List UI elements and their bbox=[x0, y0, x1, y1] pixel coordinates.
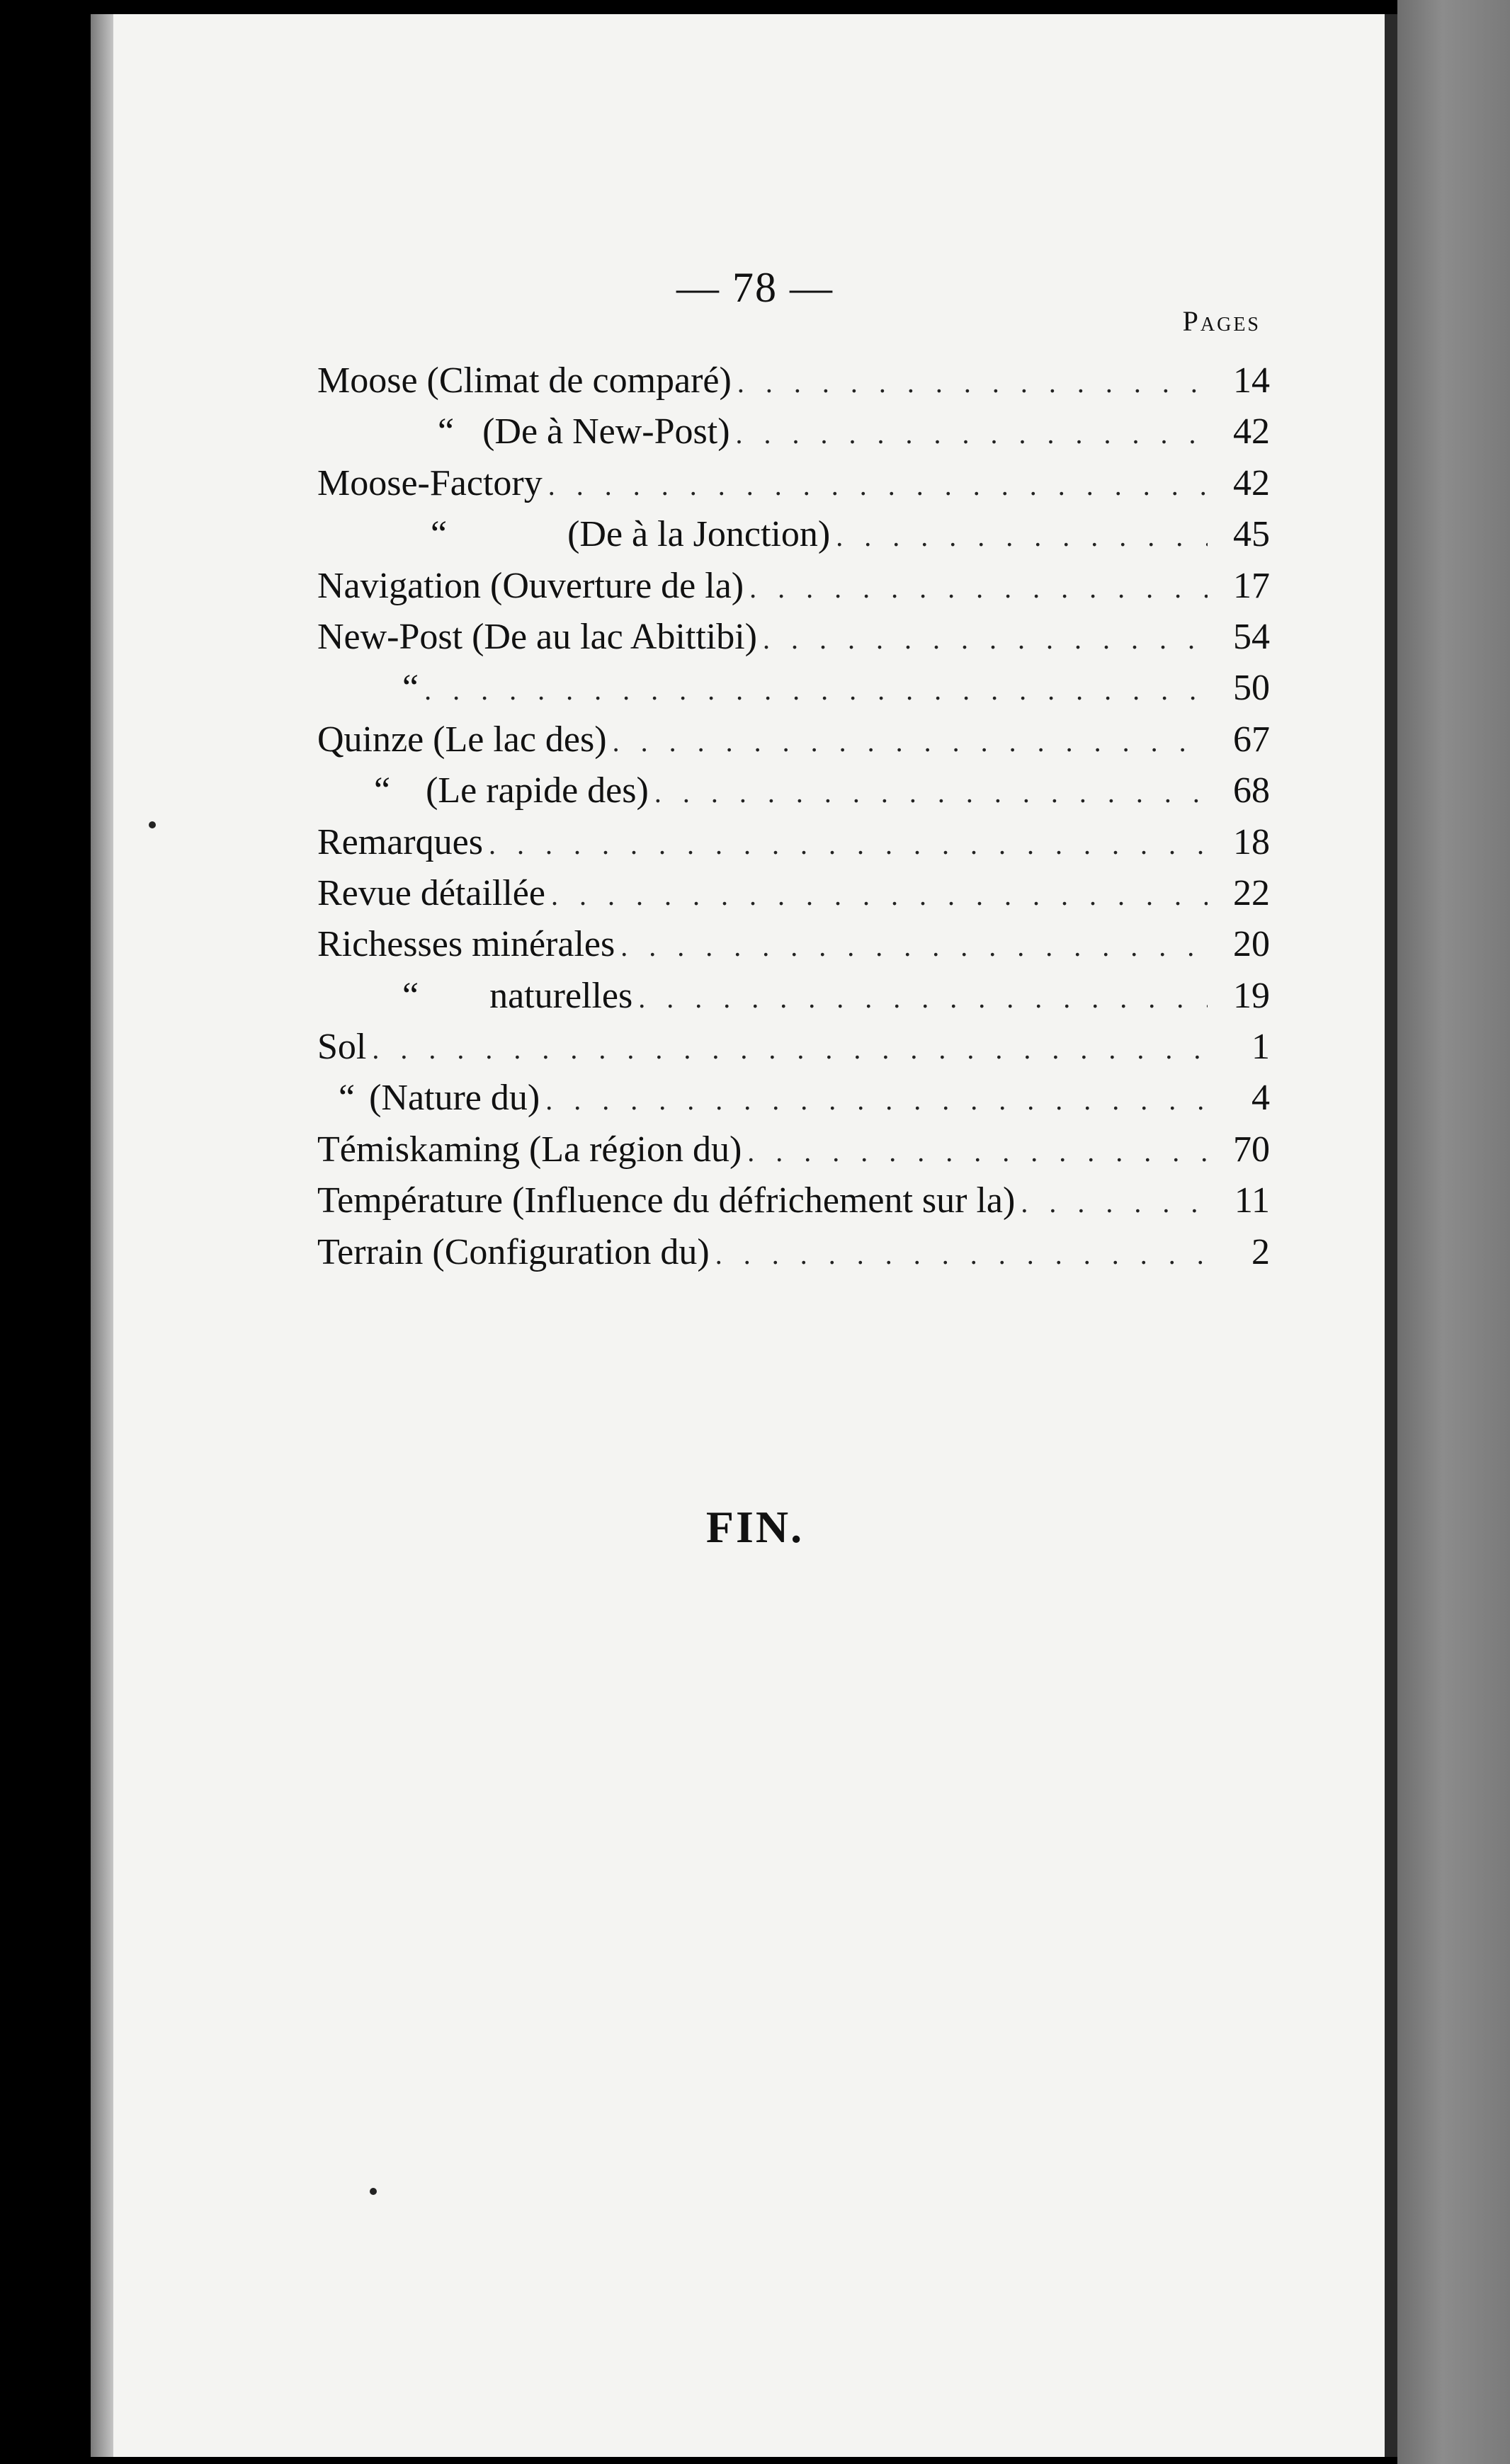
entry-label: (Le rapide des) bbox=[426, 770, 649, 811]
index-entry bbox=[317, 1124, 1270, 1175]
entry-page-number: 2 bbox=[1251, 1231, 1270, 1272]
index-entry bbox=[317, 817, 1270, 868]
dot-leader bbox=[749, 563, 1208, 614]
dot-leader bbox=[736, 409, 1208, 460]
index-entry bbox=[317, 406, 1270, 457]
pages-column-header: Pages bbox=[1182, 305, 1261, 337]
entry-page-number: 70 bbox=[1233, 1129, 1270, 1170]
entry-label: Moose (Climat de comparé) bbox=[317, 360, 732, 401]
index-entry bbox=[317, 1073, 1270, 1124]
entry-page-number: 4 bbox=[1251, 1078, 1270, 1119]
entry-label: Température (Influence du défrichement sur la) bbox=[317, 1180, 1016, 1221]
ditto-mark: “ bbox=[431, 514, 448, 555]
entry-label: Sol bbox=[317, 1027, 367, 1068]
entry-page-number: 45 bbox=[1233, 514, 1270, 555]
entry-label: Quinze (Le lac des) bbox=[317, 719, 607, 760]
dot-leader bbox=[489, 819, 1208, 870]
dot-leader bbox=[372, 1024, 1208, 1075]
dot-leader bbox=[613, 717, 1208, 768]
index-entry bbox=[317, 714, 1270, 765]
entry-label: (De à la Jonction) bbox=[567, 514, 831, 555]
page-number: — 78 — bbox=[676, 264, 834, 311]
index-entry bbox=[317, 612, 1270, 663]
entry-label: (Nature du) bbox=[369, 1078, 540, 1119]
index-entry bbox=[317, 765, 1270, 816]
entry-page-number: 54 bbox=[1233, 616, 1270, 657]
dot-leader bbox=[545, 1075, 1208, 1126]
index-entry bbox=[317, 355, 1270, 406]
dot-leader bbox=[638, 973, 1208, 1024]
dot-leader bbox=[763, 614, 1208, 665]
entry-label: (De à New-Post) bbox=[482, 411, 730, 452]
ink-speck bbox=[370, 2188, 377, 2195]
dot-leader bbox=[548, 460, 1208, 511]
dot-leader bbox=[747, 1127, 1208, 1177]
entry-page-number: 17 bbox=[1233, 565, 1270, 606]
entry-label: Témiskaming (La région du) bbox=[317, 1129, 742, 1170]
index-entry bbox=[317, 1022, 1270, 1073]
entry-label: Remarques bbox=[317, 821, 483, 862]
ink-speck bbox=[149, 821, 156, 828]
index-entry bbox=[317, 561, 1270, 612]
entry-label: New-Post (De au lac Abittibi) bbox=[317, 616, 757, 657]
entry-label: Terrain (Configuration du) bbox=[317, 1231, 710, 1272]
entry-page-number: 1 bbox=[1251, 1027, 1270, 1068]
dot-leader bbox=[737, 358, 1208, 409]
entry-page-number: 50 bbox=[1233, 668, 1270, 709]
dot-leader bbox=[654, 768, 1208, 819]
index-entry bbox=[317, 971, 1270, 1022]
entry-label: Navigation (Ouverture de la) bbox=[317, 565, 744, 606]
index-entry bbox=[317, 1175, 1270, 1226]
dot-leader bbox=[620, 921, 1208, 972]
entry-page-number: 14 bbox=[1233, 360, 1270, 401]
page-edge bbox=[1385, 14, 1397, 2457]
entry-page-number: 11 bbox=[1234, 1180, 1270, 1221]
index-entry bbox=[317, 509, 1270, 560]
entry-page-number: 19 bbox=[1233, 975, 1270, 1016]
entry-page-number: 42 bbox=[1233, 411, 1270, 452]
entry-label: Revue détaillée bbox=[317, 872, 545, 913]
entry-page-number: 18 bbox=[1233, 821, 1270, 862]
index-entry bbox=[317, 919, 1270, 970]
entry-page-number: 22 bbox=[1233, 872, 1270, 913]
back-sheet bbox=[1397, 0, 1510, 2464]
ditto-mark: “ bbox=[402, 668, 419, 709]
dot-leader bbox=[836, 511, 1208, 562]
end-mark: FIN. bbox=[705, 1502, 805, 1552]
dot-leader bbox=[1021, 1177, 1208, 1228]
index-entry bbox=[317, 868, 1270, 919]
index-entry bbox=[317, 458, 1270, 509]
entry-page-number: 42 bbox=[1233, 462, 1270, 503]
index-entry bbox=[317, 1227, 1270, 1278]
entry-label: Richesses minérales bbox=[317, 924, 615, 965]
ditto-mark: “ bbox=[438, 411, 455, 452]
index-entry bbox=[317, 663, 1270, 714]
index-list bbox=[317, 355, 1270, 1278]
entry-page-number: 68 bbox=[1233, 770, 1270, 811]
entry-label: Moose-Factory bbox=[317, 462, 543, 503]
dot-leader bbox=[551, 870, 1208, 921]
ditto-mark: “ bbox=[402, 975, 419, 1016]
entry-label: naturelles bbox=[489, 975, 633, 1016]
dot-leader bbox=[715, 1229, 1208, 1280]
ditto-mark: “ bbox=[339, 1078, 356, 1119]
entry-page-number: 20 bbox=[1233, 924, 1270, 965]
entry-page-number: 67 bbox=[1233, 719, 1270, 760]
dot-leader bbox=[424, 665, 1208, 716]
ditto-mark: “ bbox=[374, 770, 391, 811]
